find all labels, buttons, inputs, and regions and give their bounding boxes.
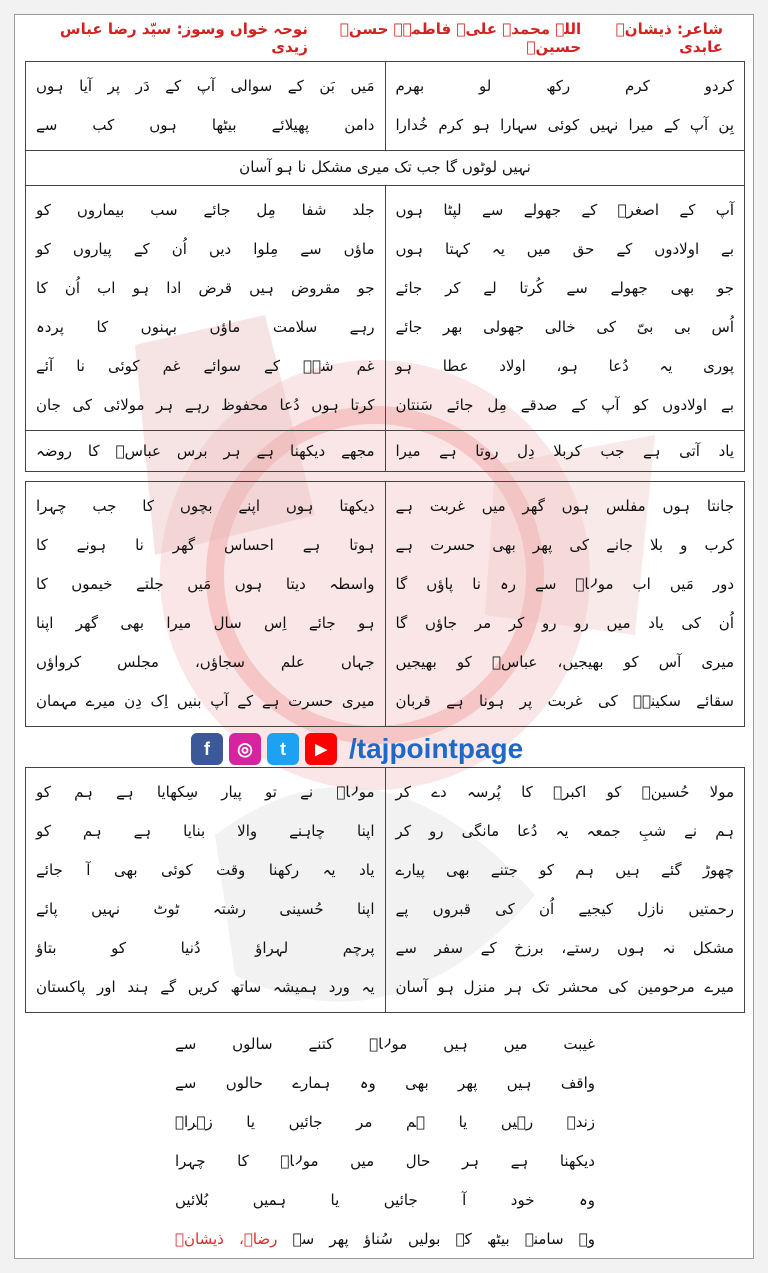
lyric-line: مولا حُسینؑ کو اکبرؑ کا پُرسہ دے کر [395, 783, 734, 801]
stanza-4-right [385, 768, 745, 1013]
stanza-table-3 [25, 481, 745, 727]
lyric-line: جلد شفا مِل جائے سب بیماروں کو [36, 201, 375, 219]
lyric-line: دور مَیں اب مولاؑ سے رہ نا پاؤں گا [395, 575, 734, 593]
stanza-table-2 [25, 185, 745, 472]
lyric-line: اپنا حُسینی رشتہ ٹوٹ نہیں پائے [36, 900, 375, 918]
lyric-line: اُس بی بیّ کی خالی جھولی بھر جائے [395, 318, 734, 336]
red-line-right: یاد آتی ہے جب کربلا دِل روتا ہے میرا [385, 431, 745, 472]
lyric-line: میری آس کو بھیجیں، عباسؑ کو بھیجیں [395, 653, 734, 671]
stanza-3-right [385, 482, 745, 727]
lyric-line: پرچم لہراؤ دُنیا کو بتاؤ [36, 939, 375, 957]
lyric-line: غیبت میں ہیں مولاؑ کتنے سالوں سے [175, 1035, 595, 1053]
lyric-line: کرب و بلا جانے کی پھر بھی حسرت ہے [395, 536, 734, 554]
lyric-line: اُن کی یاد میں رو رو کر مر جاؤں گا [395, 614, 734, 632]
stanza-3-left [26, 482, 386, 727]
lyric-line: بے اولادوں کو آپ کے صدقے مِل جائے سَنتان [395, 396, 734, 414]
lyric-line: وہ خود آ جائیں یا ہمیں بُلائیں [175, 1191, 595, 1209]
lyric-line: جو بھی جھولے سے کُرتا لے کر جائے [395, 279, 734, 297]
poet-credit: شاعر: ذیشانؔ عابدی [615, 20, 723, 56]
lyric-line: ہم نے شبِ جمعہ یہ دُعا مانگی رو کر [395, 822, 734, 840]
stanza-2-left [26, 186, 386, 431]
stanza-table-1 [25, 61, 745, 151]
lyric-line: بِن آپ کے میرا نہیں کوئی سہارا ہو کرم خُدارا [395, 116, 734, 134]
lyric-line: بے اولادوں کے حق میں یہ کہتا ہوں [395, 240, 734, 258]
lyric-line: یہ ورد ہمیشہ ساتھ کریں گے ہند اور پاکستان [36, 978, 375, 996]
instagram-icon[interactable]: ◎ [229, 733, 261, 765]
stanza-4-left [26, 768, 386, 1013]
final-stanza [175, 1025, 595, 1259]
lyric-line: پوری یہ دُعا ہو، اولاد عطا ہو [395, 357, 734, 375]
lyric-line: مشکل نہ ہوں رستے، برزخ کے سفر سے [395, 939, 734, 957]
lyric-line: سقائے سکینہؑ کی غربت پر ہونا ہے قربان [395, 692, 734, 710]
page-handle-link[interactable]: /tajpointpage [349, 733, 524, 764]
stanza-table-4 [25, 767, 745, 1013]
youtube-icon[interactable]: ▶ [305, 733, 337, 765]
lyric-line: زندہ رہیں یا ہم مر جائیں یا زہراؑ [175, 1113, 595, 1131]
last-lyric-line [175, 1220, 595, 1259]
lyric-line: رہے سلامت ماؤں بہنوں کا پردہ [36, 318, 375, 336]
lyric-line: دیکھنا ہے ہر حال میں مولاؑ کا چہرا [175, 1152, 595, 1170]
poet-signature: رضاؔ، ذیشانؔ [175, 1230, 278, 1248]
lyric-line: میرے مرحومین کی محشر تک ہر منزل ہو آسان [395, 978, 734, 996]
lyric-line: واسطہ دیتا ہوں مَیں جلتے خیموں کا [36, 575, 375, 593]
lyric-line: یاد یہ رکھنا وقت کوئی بھی آ جائے [36, 861, 375, 879]
stanza-1-right [385, 62, 745, 151]
twitter-icon[interactable]: t [267, 733, 299, 765]
stanza-1-left [26, 62, 386, 151]
lyric-line: غم شہؑ کے سوائے غم کوئی نا آئے [36, 357, 375, 375]
refrain-line: نہیں لوٹوں گا جب تک میری مشکل نا ہو آسان [25, 149, 745, 185]
social-bar [191, 729, 523, 769]
header [15, 15, 753, 61]
dedication: اللہ محمدؐ علیؑ فاطمہؑ حسنؑ حسینؑ [339, 20, 582, 56]
lyric-line: ماؤں سے مِلوا دیں اُن کے پیاروں کو [36, 240, 375, 258]
last-line-text: وہ سامنے بیٹھ کے بولیں سُناؤ پھر سے [292, 1230, 595, 1248]
facebook-icon[interactable]: f [191, 733, 223, 765]
lyric-line: رحمتیں نازل کیجیے اُن کی قبروں پے [395, 900, 734, 918]
lyric-line: جہاں علم سجاؤں، مجلس کرواؤں [36, 653, 375, 671]
lyric-line: مَیں بَن کے سوالی آپ کے دَر پر آیا ہوں [36, 77, 375, 95]
lyric-line: مولاؑ نے تو پیار سِکھایا ہے ہم کو [36, 783, 375, 801]
lyric-line: ہوتا ہے احساس گھر نا ہونے کا [36, 536, 375, 554]
lyric-line: کردو کرم رکھ لو بھرم [395, 77, 734, 95]
stanza-2-right [385, 186, 745, 431]
page [14, 14, 754, 1259]
lyric-line: ہو جائے اِس سال میرا بھی گھر اپنا [36, 614, 375, 632]
lyric-line: آپ کے اصغرؑ کے جھولے سے لپٹا ہوں [395, 201, 734, 219]
lyric-line: جو مقروض ہیں قرض ادا ہو اب اُن کا [36, 279, 375, 297]
lyric-line: چھوڑ گئے ہیں ہم کو جتنے بھی پیارے [395, 861, 734, 879]
lyric-line: دامن پھیلائے بیٹھا ہوں کب سے [36, 116, 375, 134]
lyric-line: میری حسرت ہے کے آپ بنیں اِک دِن میرے مہمان [36, 692, 375, 710]
lyric-line: جانتا ہوں مفلس ہوں گھر میں غربت ہے [395, 497, 734, 515]
red-line-left: مجھے دیکھنا ہے ہر برس عباسؑ کا روضہ [26, 431, 386, 472]
lyric-line: کرتا ہوں دُعا محفوظ رہے ہر مولائی کی جان [36, 396, 375, 414]
lyric-line: دیکھتا ہوں اپنے بچوں کا جب چہرا [36, 497, 375, 515]
reciter-credit: نوحہ خواں وسوز: سیّد رضا عباس زیدی [59, 20, 308, 56]
lyric-line: واقف ہیں پھر بھی وہ ہمارے حالوں سے [175, 1074, 595, 1092]
lyric-line: اپنا چاہنے والا بنایا ہے ہم کو [36, 822, 375, 840]
